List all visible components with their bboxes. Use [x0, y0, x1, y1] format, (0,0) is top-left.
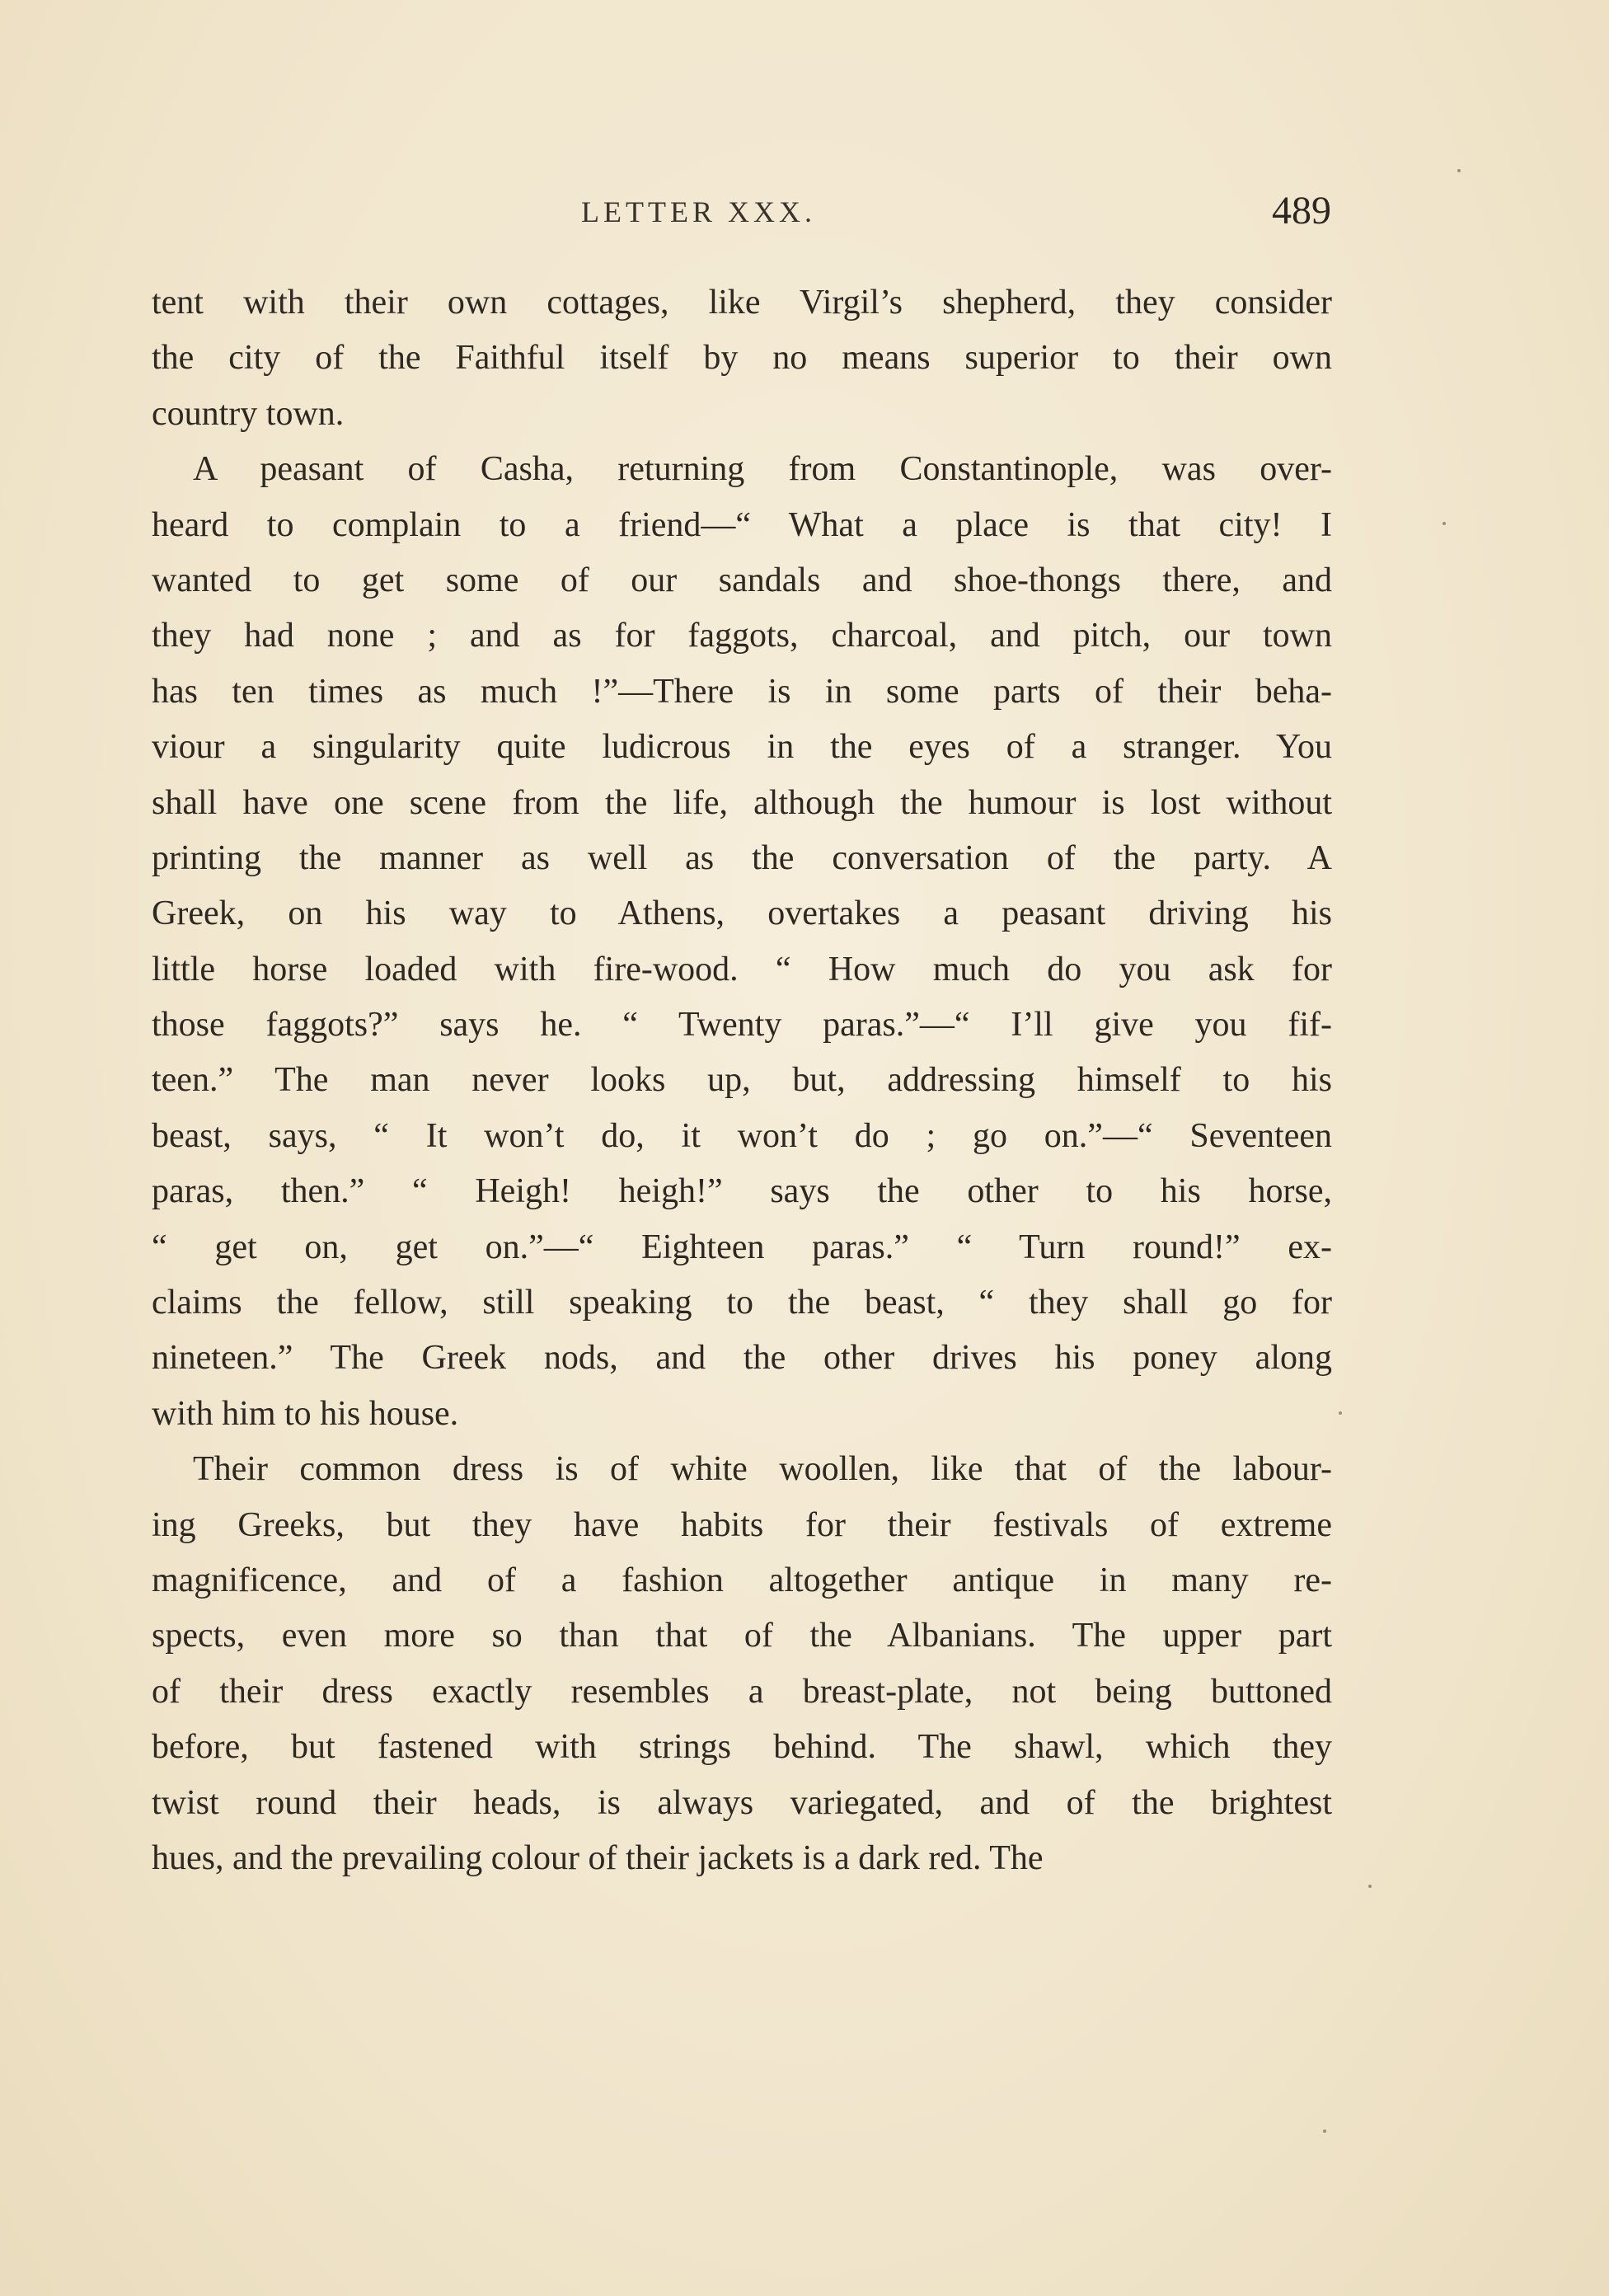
text-line: spects, even more so than that of the Albanians. The upper part	[152, 1617, 1332, 1655]
text-line: those faggots?” says he. “ Twenty paras.”—“ I’ll give you fif-	[152, 1006, 1332, 1045]
text-line: paras, then.” “ Heigh! heigh!” says the other to his horse,	[152, 1172, 1332, 1211]
paper-speck	[1368, 1885, 1372, 1888]
paper-speck	[1442, 522, 1446, 525]
text-line: printing the manner as well as the conversation of the party. A	[152, 838, 1332, 877]
text-line: before, but fastened with strings behind. The shawl, which they	[152, 1728, 1332, 1767]
text-line: “ get on, get on.”—“ Eighteen paras.” “ Turn round!” ex-	[152, 1228, 1332, 1266]
text-line: magnificence, and of a fashion altogether antique in many re-	[152, 1561, 1332, 1599]
body-text	[152, 275, 1332, 1886]
paper-speck	[1339, 1411, 1342, 1415]
text-line: viour a singularity quite ludicrous in the eyes of a stranger. You	[152, 728, 1332, 767]
text-line: nineteen.” The Greek nods, and the other drives his poney along	[152, 1339, 1332, 1378]
text-line: Greek, on his way to Athens, overtakes a peasant driving his	[152, 894, 1332, 933]
text-line: hues, and the prevailing colour of their jackets is a dark red. The	[152, 1838, 1044, 1877]
text-line: twist round their heads, is always variegated, and of the brightest	[152, 1783, 1332, 1822]
text-line: ing Greeks, but they have habits for their festivals of extreme	[152, 1505, 1332, 1544]
text-line: wanted to get some of our sandals and shoe-thongs there, and	[152, 561, 1332, 599]
text-line: heard to complain to a friend—“ What a place is that city! I	[152, 505, 1332, 544]
paragraph-start-line: A peasant of Casha, returning from Constantinople, was over-	[193, 450, 1332, 489]
text-line: has ten times as much !”—There is in some parts of their beha-	[152, 672, 1332, 711]
text-line: little horse loaded with fire-wood. “ How much do you ask for	[152, 950, 1332, 988]
text-line: with him to his house.	[152, 1394, 459, 1433]
page-header	[0, 188, 1609, 246]
text-line: country town.	[152, 394, 345, 433]
text-line: shall have one scene from the life, although the humour is lost without	[152, 783, 1332, 822]
paragraph-start-line: Their common dress is of white woollen, like that of the labour-	[193, 1450, 1332, 1489]
paper-speck	[1457, 169, 1461, 172]
text-line: beast, says, “ It won’t do, it won’t do ; go on.”—“ Seventeen	[152, 1116, 1332, 1155]
text-line: tent with their own cottages, like Virgil’s shepherd, they consider	[152, 284, 1332, 322]
text-line: claims the fellow, still speaking to the beast, “ they shall go for	[152, 1284, 1332, 1322]
paper-speck	[1323, 2129, 1326, 2133]
text-line: teen.” The man never looks up, but, addressing himself to his	[152, 1061, 1332, 1100]
page-number: 489	[1272, 189, 1331, 232]
text-line: of their dress exactly resembles a breast-plate, not being buttoned	[152, 1672, 1332, 1711]
text-line: the city of the Faithful itself by no means superior to their own	[152, 339, 1332, 378]
text-line: they had none ; and as for faggots, charcoal, and pitch, our town	[152, 617, 1332, 655]
running-head: LETTER XXX.	[581, 195, 816, 228]
